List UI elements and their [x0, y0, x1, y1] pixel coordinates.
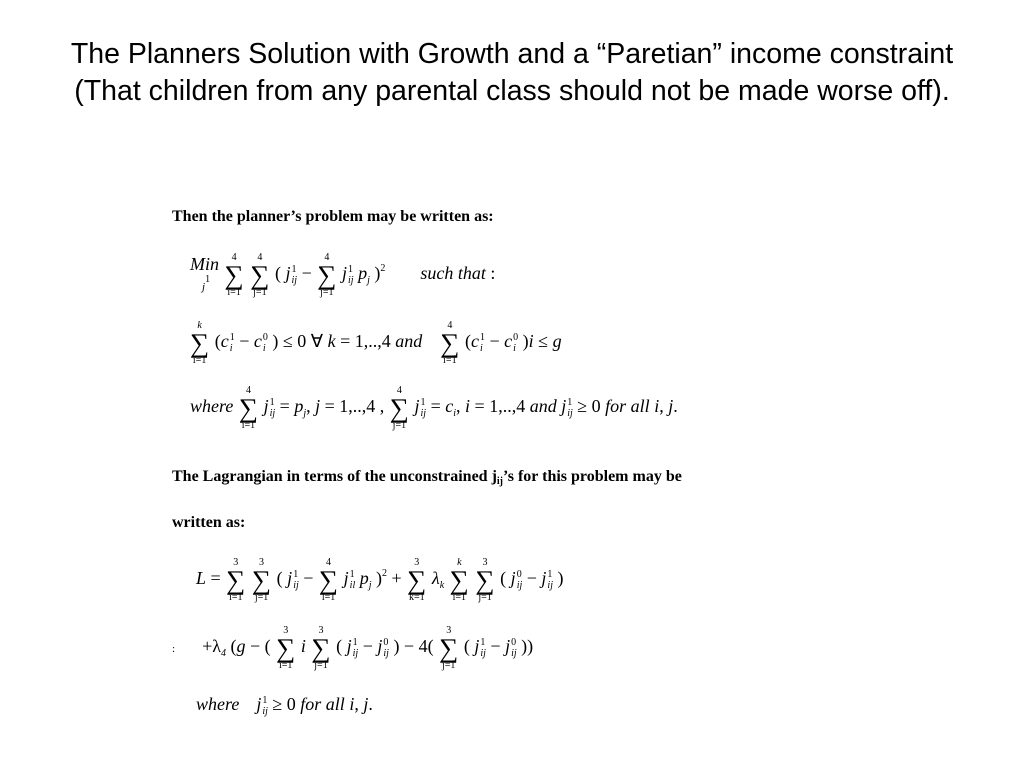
sub: ij: [567, 408, 573, 419]
sum-lower: j=1: [441, 660, 456, 671]
sigma-symbol: ∑: [226, 565, 246, 595]
var-p: p: [294, 396, 304, 417]
sum-upper: 3: [414, 557, 420, 568]
var-g: g: [552, 331, 562, 352]
sum-upper: 3: [259, 557, 265, 568]
var-j: j: [414, 396, 420, 417]
var-j: j: [263, 396, 269, 417]
sum-lower: j=1: [320, 287, 334, 298]
sup: 0: [383, 637, 389, 648]
sum-upper: 4: [447, 320, 453, 331]
intro-text: Then the planner’s problem may be written as:: [172, 208, 494, 225]
var-j: j: [256, 694, 262, 714]
sigma-symbol: ∑: [407, 565, 427, 595]
lagrangian-line-1: [196, 557, 563, 603]
var-j: j: [341, 263, 347, 284]
final-where-equation: [196, 694, 373, 717]
sup-sub: [293, 569, 299, 591]
sup-sub: [511, 637, 517, 659]
sub: 4: [220, 648, 226, 660]
sup: 1: [352, 637, 358, 648]
sup: 1: [480, 332, 485, 343]
sup: 1: [480, 637, 486, 648]
sum-upper: 3: [283, 625, 289, 636]
sub: i: [480, 343, 483, 354]
sigma-symbol: ∑: [190, 328, 210, 358]
paren: ): [557, 568, 564, 589]
range: = 1,..,4: [474, 396, 526, 417]
where-label: where: [190, 396, 234, 417]
var-lambda: λ: [431, 568, 440, 589]
sigma-symbol: ∑: [251, 565, 272, 595]
sigma-symbol: ∑: [439, 633, 459, 663]
minus: −: [362, 636, 373, 657]
period: .: [368, 694, 373, 714]
sup: 1: [349, 569, 355, 580]
sum-j-3: [252, 557, 271, 603]
var-j: j: [287, 568, 293, 589]
sub: ij: [352, 648, 359, 659]
var-c: c: [504, 331, 513, 352]
sum-upper: 4: [231, 252, 237, 263]
sup: 0: [511, 637, 517, 648]
sub: ij: [291, 275, 298, 286]
paren: (: [230, 636, 237, 657]
sup: 2: [380, 263, 386, 275]
var-c: c: [471, 331, 479, 352]
sup: 2: [382, 568, 388, 580]
plus: +: [391, 568, 402, 589]
sigma-symbol: ∑: [250, 260, 270, 290]
paren: (: [336, 636, 343, 657]
sum-j-inner: [317, 252, 336, 298]
sup: 0: [516, 569, 522, 580]
sup: 1: [547, 569, 553, 580]
sup-sub: [480, 637, 486, 659]
sum-j-3: [439, 625, 458, 671]
sup: 1: [293, 569, 299, 580]
sup-sub: [270, 397, 276, 419]
sup-sub: [383, 637, 389, 659]
paren: )): [521, 636, 534, 657]
sup-sub: [517, 569, 523, 591]
sub: i: [229, 343, 233, 354]
minus: −: [303, 568, 314, 589]
sub: il: [349, 580, 356, 591]
sum-lower: i=1: [279, 660, 293, 671]
sum-upper: 4: [257, 252, 263, 263]
sup: 1: [567, 397, 573, 408]
sub: j: [303, 408, 307, 420]
sup: 0: [262, 332, 268, 343]
lagrangian-text: [172, 468, 682, 487]
sum-i-3: [226, 557, 245, 603]
lagrangian-line-2: [172, 625, 533, 671]
sigma-symbol: ∑: [224, 260, 244, 290]
range: = 1,..,4 ,: [324, 396, 385, 417]
var-j: j: [377, 636, 383, 657]
sum-lower: j=1: [254, 592, 269, 603]
min-label: Min: [190, 253, 219, 274]
var-i: i: [300, 636, 306, 657]
written-as-text: written as:: [172, 514, 246, 531]
minus: −: [249, 636, 261, 657]
sum-i-3: [276, 625, 295, 671]
where-label: where: [196, 694, 240, 714]
lagrangian-text-a: The Lagrangian in terms of the unconstrained j: [172, 468, 497, 485]
sum-j: [250, 252, 269, 298]
sum-upper: 3: [446, 625, 452, 636]
sum-upper: 3: [318, 625, 324, 636]
paren: ): [376, 568, 383, 589]
paren: ): [374, 263, 381, 284]
sigma-symbol: ∑: [318, 565, 339, 595]
sup: 1: [291, 264, 297, 275]
sub: ij: [516, 580, 523, 591]
sum-upper: 4: [245, 385, 251, 396]
var-i: i: [465, 396, 471, 417]
sum-lower: i=1: [229, 592, 243, 603]
sum-upper: 4: [324, 252, 330, 263]
sup: 1: [269, 397, 275, 408]
sum-i-4: [440, 320, 459, 366]
equals: =: [210, 568, 221, 589]
sup-sub: [567, 397, 573, 419]
for-all-label: for all: [605, 396, 650, 417]
period: .: [673, 396, 678, 417]
sigma-symbol: ∑: [311, 633, 331, 663]
var-j: j: [285, 263, 291, 284]
sub: ij: [547, 580, 553, 591]
sum-lower: j=1: [314, 660, 328, 671]
min-operator: [190, 253, 219, 295]
sup: 1: [229, 332, 235, 343]
sup: 1: [348, 264, 353, 275]
paren: (: [214, 331, 221, 352]
comma: ,: [306, 396, 311, 417]
sup-sub: [348, 264, 354, 286]
sup: 1: [420, 397, 426, 408]
sub: ij: [348, 275, 354, 286]
sum-lower: i=1: [452, 592, 466, 603]
sum-lower: k=1: [408, 592, 425, 603]
and-label: and: [529, 396, 557, 417]
sum-lower: i=1: [443, 355, 457, 366]
sum-i-k: [450, 557, 469, 603]
sup-sub: [513, 332, 518, 354]
sum-l-4: [319, 557, 338, 603]
lagrangian-text-sub: ij: [496, 476, 504, 487]
var-g: g: [236, 636, 246, 657]
minus: −: [490, 636, 501, 657]
paren: (: [276, 568, 283, 589]
comma: ,: [354, 694, 359, 714]
min-var: j: [202, 280, 206, 293]
and-label: and: [395, 331, 423, 352]
sub: ij: [262, 705, 268, 717]
sub: k: [439, 580, 445, 592]
sub: ij: [269, 408, 276, 419]
sup-sub: [263, 332, 268, 354]
sub: ij: [383, 648, 389, 659]
ge-zero: ≥ 0: [272, 694, 296, 714]
var-p: p: [359, 568, 369, 589]
var-i: i: [528, 331, 534, 352]
var-k: k: [197, 320, 202, 331]
sup-sub: [350, 569, 356, 591]
sub: ij: [293, 580, 299, 591]
var-k: k: [327, 331, 336, 352]
sigma-symbol: ∑: [440, 328, 460, 358]
sum-lower: j=1: [392, 420, 407, 431]
le: ≤: [538, 331, 549, 352]
var-j: j: [474, 636, 480, 657]
sigma-symbol: ∑: [238, 393, 259, 423]
sub: ij: [480, 648, 486, 659]
lagrangian-text-b: ’s for this problem may be: [503, 468, 682, 485]
sum-lower: i=1: [241, 420, 256, 431]
sum-i: [225, 252, 244, 298]
sup-sub: [292, 264, 298, 286]
sum-upper: 4: [326, 557, 332, 568]
sub: i: [262, 343, 266, 354]
minus: −: [301, 263, 312, 284]
sup-sub: [421, 397, 427, 419]
sup-sub: [262, 695, 268, 717]
paren: (: [275, 263, 281, 284]
sub: i: [513, 343, 516, 354]
sub: ij: [511, 648, 517, 659]
sum-lower: j=1: [478, 592, 492, 603]
sum-upper: 3: [482, 557, 488, 568]
sigma-symbol: ∑: [449, 565, 469, 595]
paren: (: [465, 331, 471, 352]
slide-title: The Planners Solution with Growth and a “Paretian” income constraint (That children from any parental class should not be made worse off).: [70, 38, 954, 107]
sum-lower: l=1: [321, 592, 336, 603]
minus: −: [526, 568, 537, 589]
where-equation: [190, 385, 678, 431]
sigma-symbol: ∑: [276, 633, 296, 663]
sub: i: [453, 408, 457, 420]
comma: ,: [659, 396, 664, 417]
colon-marker: :: [172, 643, 176, 656]
sup-sub: [547, 569, 553, 591]
le-zero-forall: ) ≤ 0 ∀: [272, 331, 324, 352]
var-c: c: [253, 331, 262, 352]
var-j: j: [346, 636, 352, 657]
sup-sub: [353, 637, 359, 659]
paren: ): [522, 331, 529, 352]
equals: =: [279, 396, 290, 417]
colon: :: [490, 263, 496, 284]
var-j: j: [668, 396, 674, 417]
sigma-symbol: ∑: [389, 393, 410, 423]
comma: ,: [456, 396, 461, 417]
min-var-sup: 1: [205, 273, 211, 285]
var-j: j: [505, 636, 511, 657]
sub: j: [368, 580, 372, 592]
var-j: j: [541, 568, 547, 589]
sum-j-3: [311, 625, 330, 671]
var-p: p: [358, 263, 368, 284]
sum-j-4: [390, 385, 409, 431]
objective-equation: [190, 252, 495, 298]
var-L: L: [196, 568, 207, 589]
sum-upper: 3: [233, 557, 239, 568]
sum-i-4: [239, 385, 258, 431]
for-all-label: for all: [300, 694, 345, 714]
sum-j-3: [475, 557, 494, 603]
var-c: c: [220, 331, 229, 352]
var-i: i: [349, 694, 355, 714]
paren: (: [500, 568, 507, 589]
var-i: i: [654, 396, 660, 417]
sum-lower: j=1: [253, 287, 267, 298]
sup-sub: [230, 332, 235, 354]
sum-k-3: [407, 557, 426, 603]
sup: 1: [262, 694, 268, 706]
minus-four: ) − 4(: [393, 636, 434, 657]
ge-zero: ≥ 0: [577, 396, 601, 417]
sum-i-k: [190, 320, 209, 366]
var-j: j: [561, 396, 567, 417]
var-j: j: [510, 568, 516, 589]
sup: 0: [513, 332, 519, 343]
var-j: j: [343, 568, 349, 589]
var-j: j: [315, 396, 321, 417]
paren: (: [264, 636, 271, 657]
minus: −: [489, 331, 500, 352]
var-k: k: [457, 557, 462, 568]
var-j: j: [363, 694, 369, 714]
sub: j: [367, 275, 370, 287]
sup-sub: [480, 332, 485, 354]
range: = 1,..,4: [340, 331, 391, 352]
paren: (: [463, 636, 470, 657]
sum-upper: 4: [396, 385, 402, 396]
sigma-symbol: ∑: [317, 260, 337, 290]
sub: ij: [420, 408, 427, 419]
sigma-symbol: ∑: [475, 565, 495, 595]
sum-lower: i=1: [192, 355, 207, 366]
minus: −: [239, 331, 250, 352]
plus-lambda: +λ: [202, 636, 221, 657]
such-that-label: such that: [420, 263, 486, 284]
equals: =: [430, 396, 441, 417]
var-c: c: [445, 396, 454, 417]
constraint-equation: [189, 320, 562, 366]
sum-lower: i=1: [227, 287, 241, 298]
